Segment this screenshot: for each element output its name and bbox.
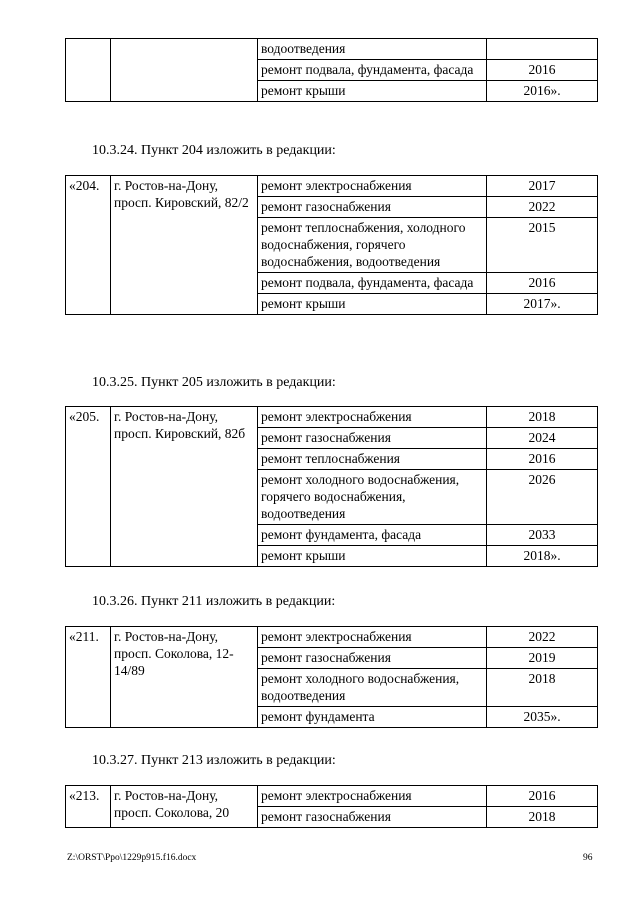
year-cell: 2018». bbox=[487, 546, 598, 567]
item-number: «205. bbox=[66, 407, 111, 567]
section-heading: 10.3.27. Пункт 213 изложить в редакции: bbox=[92, 753, 336, 768]
work-cell: ремонт газоснабжения bbox=[258, 428, 487, 449]
work-cell: ремонт крыши bbox=[258, 81, 487, 102]
item-address: г. Ростов-на-Дону, просп. Соколова, 12-14/89 bbox=[111, 627, 258, 728]
year-cell: 2016». bbox=[487, 81, 598, 102]
table-item-204 bbox=[65, 175, 598, 315]
item-number: «213. bbox=[66, 786, 111, 828]
work-cell: ремонт крыши bbox=[258, 294, 487, 315]
work-cell: ремонт электроснабжения bbox=[258, 627, 487, 648]
year-cell: 2033 bbox=[487, 525, 598, 546]
work-cell: ремонт газоснабжения bbox=[258, 807, 487, 828]
page-number: 96 bbox=[583, 853, 593, 863]
item-address: г. Ростов-на-Дону, просп. Соколова, 20 bbox=[111, 786, 258, 828]
table-item-211 bbox=[65, 626, 598, 728]
work-cell: ремонт крыши bbox=[258, 546, 487, 567]
work-cell: ремонт холодного водоснабжения, водоотведения bbox=[258, 669, 487, 707]
table-item-205 bbox=[65, 406, 598, 567]
year-cell: 2016 bbox=[487, 60, 598, 81]
year-cell: 2017 bbox=[487, 176, 598, 197]
year-cell: 2017». bbox=[487, 294, 598, 315]
year-cell: 2024 bbox=[487, 428, 598, 449]
year-cell: 2016 bbox=[487, 273, 598, 294]
work-cell: ремонт теплоснабжения, холодного водоснабжения, горячего водоснабжения, водоотведения bbox=[258, 218, 487, 273]
section-heading: 10.3.24. Пункт 204 изложить в редакции: bbox=[92, 143, 336, 158]
year-cell: 2016 bbox=[487, 786, 598, 807]
work-cell: водоотведения bbox=[258, 39, 487, 60]
item-address bbox=[111, 39, 258, 102]
section-heading: 10.3.26. Пункт 211 изложить в редакции: bbox=[92, 594, 336, 609]
work-cell: ремонт фундамента bbox=[258, 707, 487, 728]
footer-file-path: Z:\ORST\Ppo\1229p915.f16.docx bbox=[67, 853, 197, 863]
work-cell: ремонт электроснабжения bbox=[258, 176, 487, 197]
work-cell: ремонт газоснабжения bbox=[258, 197, 487, 218]
item-number: «211. bbox=[66, 627, 111, 728]
item-number bbox=[66, 39, 111, 102]
work-cell: ремонт электроснабжения bbox=[258, 786, 487, 807]
section-heading: 10.3.25. Пункт 205 изложить в редакции: bbox=[92, 375, 336, 390]
year-cell bbox=[487, 39, 598, 60]
year-cell: 2019 bbox=[487, 648, 598, 669]
year-cell: 2022 bbox=[487, 197, 598, 218]
year-cell: 2016 bbox=[487, 449, 598, 470]
work-cell: ремонт электроснабжения bbox=[258, 407, 487, 428]
work-cell: ремонт подвала, фундамента, фасада bbox=[258, 273, 487, 294]
item-address: г. Ростов-на-Дону, просп. Кировский, 82б bbox=[111, 407, 258, 567]
item-address: г. Ростов-на-Дону, просп. Кировский, 82/2 bbox=[111, 176, 258, 315]
year-cell: 2018 bbox=[487, 669, 598, 707]
work-cell: ремонт фундамента, фасада bbox=[258, 525, 487, 546]
work-cell: ремонт подвала, фундамента, фасада bbox=[258, 60, 487, 81]
table-item-213 bbox=[65, 785, 598, 828]
year-cell: 2035». bbox=[487, 707, 598, 728]
item-number: «204. bbox=[66, 176, 111, 315]
work-cell: ремонт холодного водоснабжения, горячего водоснабжения, водоотведения bbox=[258, 470, 487, 525]
year-cell: 2026 bbox=[487, 470, 598, 525]
work-cell: ремонт теплоснабжения bbox=[258, 449, 487, 470]
work-cell: ремонт газоснабжения bbox=[258, 648, 487, 669]
year-cell: 2022 bbox=[487, 627, 598, 648]
year-cell: 2018 bbox=[487, 807, 598, 828]
year-cell: 2018 bbox=[487, 407, 598, 428]
year-cell: 2015 bbox=[487, 218, 598, 273]
table-continuation bbox=[65, 38, 598, 102]
